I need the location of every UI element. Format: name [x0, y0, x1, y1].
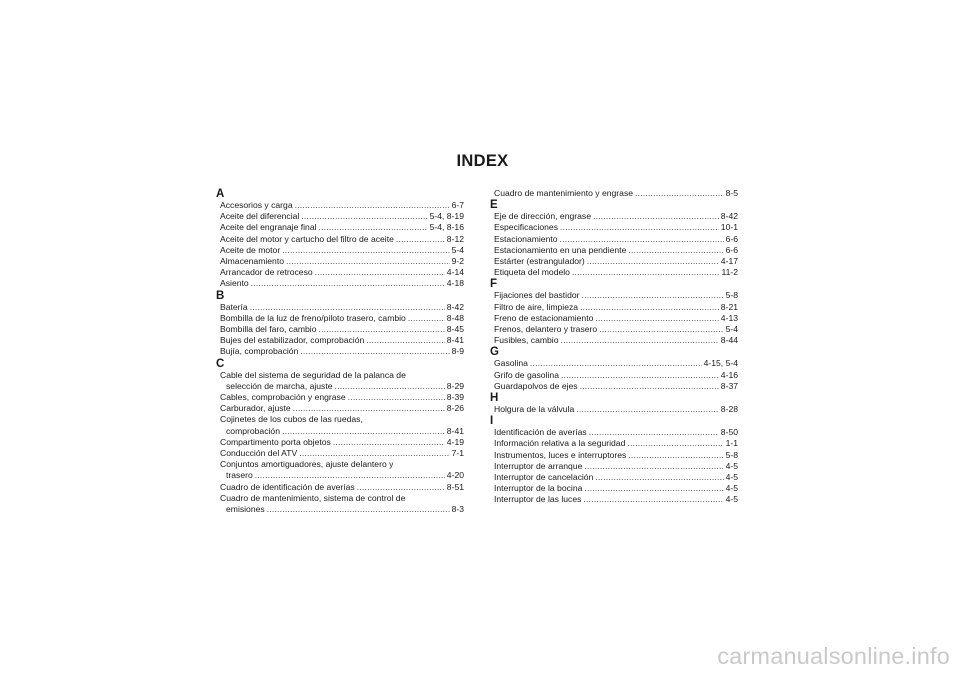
dot-leader — [599, 324, 723, 335]
index-entry — [494, 358, 738, 369]
index-entry-page: 4-5 — [725, 483, 738, 494]
watermark-text: carmanualsonline.info — [717, 643, 950, 669]
index-entry-page: 8-5 — [725, 188, 738, 198]
index-entry — [494, 245, 738, 256]
index-entry-text: Identificación de averías — [494, 427, 587, 438]
dot-leader — [595, 313, 718, 324]
index-letter-a: A — [216, 188, 225, 200]
index-entry-text: Conducción del ATV — [220, 448, 298, 459]
index-entry-text: comprobación — [226, 425, 280, 436]
index-entry — [494, 427, 738, 438]
dot-leader — [576, 404, 719, 415]
dot-leader — [250, 302, 445, 313]
index-column-right — [490, 188, 738, 506]
index-entry — [220, 211, 464, 222]
index-entry-text: Almacenamiento — [220, 256, 285, 267]
index-entry-text: Estacionamiento — [494, 233, 558, 244]
index-entry-page: 5-4, 8-19 — [429, 211, 464, 222]
index-entry-page: 1-1 — [725, 438, 738, 449]
index-entry — [494, 290, 738, 301]
index-entry — [494, 335, 738, 346]
dot-leader — [366, 335, 445, 346]
dot-leader — [561, 370, 719, 381]
index-entry — [220, 256, 464, 267]
index-entry-text: Compartimento porta objetos — [220, 436, 331, 447]
index-entry-page: 8-9 — [451, 346, 464, 357]
index-entry-text: selección de marcha, ajuste — [226, 380, 333, 391]
index-entry-text: Interruptor de cancelación — [494, 472, 594, 483]
index-entry-page: 4-5 — [725, 472, 738, 483]
dot-leader — [301, 211, 427, 222]
index-entry — [220, 234, 464, 245]
dot-leader — [286, 256, 450, 267]
index-entry-line: Conjuntos amortiguadores, ajuste delantero y — [220, 459, 394, 470]
dot-leader — [584, 461, 723, 472]
index-entry-text: Bujes del estabilizador, comprobación — [220, 335, 365, 346]
index-entry-text: Cables, comprobación y engrase — [220, 392, 346, 403]
index-entry-text: Eje de dirección, engrase — [494, 211, 591, 222]
index-entry-line: Cojinetes de los cubos de las ruedas, — [220, 414, 363, 425]
index-entry — [220, 245, 464, 256]
index-entry-text: Bujía, comprobación — [220, 346, 299, 357]
index-entry — [220, 267, 464, 278]
index-entry-line: Cuadro de mantenimiento, sistema de control de — [220, 492, 406, 503]
index-entry-page: 4-5 — [725, 494, 738, 505]
index-entry — [494, 370, 738, 381]
index-entry-text: Cuadro de identificación de averías — [220, 481, 355, 492]
index-entry — [494, 188, 738, 199]
index-entry-page: 8-21 — [720, 301, 738, 312]
index-entry-text: Fijaciones del bastidor — [494, 290, 580, 301]
index-entry-page: 4-20 — [446, 470, 464, 481]
index-entry-text: Arrancador de retroceso — [220, 267, 313, 278]
index-entry-text: Información relativa a la seguridad — [494, 438, 626, 449]
dot-leader — [251, 278, 445, 289]
index-entry-page: 8-12 — [446, 233, 464, 244]
dot-leader — [560, 222, 719, 233]
index-entry-page: 4-18 — [446, 278, 464, 289]
index-entry — [494, 256, 738, 267]
index-entry — [220, 313, 464, 324]
index-entry — [220, 392, 464, 403]
dot-leader — [583, 494, 723, 505]
index-letter-b: B — [216, 289, 225, 302]
dot-leader — [335, 381, 445, 392]
index-entry-page: 4-14 — [446, 267, 464, 278]
index-letter-g: G — [490, 346, 499, 359]
dot-leader — [628, 245, 723, 256]
index-entry-page: 5-4 — [451, 244, 464, 255]
index-entry — [494, 438, 738, 449]
index-entry-page: 5-8 — [725, 290, 738, 301]
index-entry-text: Grifo de gasolina — [494, 369, 559, 380]
index-entry — [220, 448, 464, 459]
index-entry-page: 8-3 — [451, 504, 464, 515]
index-entry-page: 5-4, 8-16 — [429, 222, 464, 233]
index-entry — [220, 346, 464, 357]
index-entry-page: 8-48 — [446, 312, 464, 323]
dot-leader — [560, 335, 718, 346]
index-entry — [220, 403, 464, 414]
index-letter-f: F — [490, 278, 498, 291]
dot-leader — [582, 290, 724, 301]
index-entry-text: Cuadro de mantenimiento y engrase — [494, 188, 634, 198]
index-entry — [220, 437, 464, 448]
dot-leader — [295, 200, 450, 211]
dot-leader — [282, 245, 449, 256]
index-entry — [494, 461, 738, 472]
index-entry-text: Aceite del diferencial — [220, 211, 300, 222]
index-entry — [220, 335, 464, 346]
index-entry — [220, 200, 464, 211]
dot-leader — [357, 482, 445, 493]
index-entry — [220, 278, 464, 289]
dot-leader — [300, 346, 449, 357]
index-entry-text: Etiqueta del modelo — [494, 267, 570, 278]
index-entry-text: Batería — [220, 301, 248, 312]
index-entry-page: 8-51 — [446, 481, 464, 492]
index-letter-i: I — [490, 415, 494, 428]
index-entry-page: 10-1 — [720, 222, 738, 233]
index-entry-page: 8-41 — [446, 335, 464, 346]
index-entry-line: Cable del sistema de seguridad de la palanca de — [220, 369, 406, 380]
dot-leader — [580, 302, 719, 313]
dot-leader — [530, 358, 702, 369]
index-entry-page: 8-37 — [720, 380, 738, 391]
index-entry — [220, 493, 464, 515]
dot-leader — [348, 392, 445, 403]
index-entry-page: 4-15, 5-4 — [703, 358, 738, 369]
dot-leader — [396, 234, 445, 245]
index-entry — [220, 459, 464, 481]
index-letter-e: E — [490, 199, 498, 212]
index-entry-page: 7-1 — [451, 448, 464, 459]
index-entry-page: 6-6 — [725, 244, 738, 255]
dot-leader — [635, 188, 724, 199]
index-entry — [220, 482, 464, 493]
dot-leader — [589, 427, 719, 438]
dot-leader — [587, 256, 719, 267]
index-entry-page: 8-41 — [446, 425, 464, 436]
index-entry-page: 6-6 — [725, 233, 738, 244]
index-entry-page: 4-5 — [725, 460, 738, 471]
index-entry-page: 8-42 — [446, 301, 464, 312]
index-entry-page: 4-19 — [446, 436, 464, 447]
index-entry-page: 8-26 — [446, 403, 464, 414]
index-entry — [220, 370, 464, 392]
index-entry — [494, 267, 738, 278]
index-entry — [494, 494, 738, 505]
index-entry-text: Aceite de motor — [220, 244, 281, 255]
index-entry-page: 5-8 — [725, 449, 738, 460]
index-entry — [494, 483, 738, 494]
index-entry-text: Carburador, ajuste — [220, 403, 291, 414]
index-entry — [494, 313, 738, 324]
index-entry — [494, 381, 738, 392]
index-entry — [494, 211, 738, 222]
index-entry-page: 8-28 — [720, 404, 738, 415]
index-entry — [220, 324, 464, 335]
index-entry-page: 8-39 — [446, 392, 464, 403]
dot-leader — [315, 267, 445, 278]
index-entry — [494, 324, 738, 335]
dot-leader — [333, 437, 445, 448]
dot-leader — [560, 234, 724, 245]
dot-leader — [593, 211, 719, 222]
index-entry-text: Interruptor de la bocina — [494, 483, 583, 494]
index-entry-text: Aceite del motor y cartucho del filtro de aceite — [220, 233, 394, 244]
index-entry-page: 4-13 — [720, 312, 738, 323]
dot-leader — [580, 381, 719, 392]
index-entry-text: Bombilla del faro, cambio — [220, 324, 317, 335]
dot-leader — [299, 448, 449, 459]
index-entry-text: Bombilla de la luz de freno/piloto trasero, cambio — [220, 312, 406, 323]
index-column-left — [216, 188, 464, 515]
index-entry-page: 4-16 — [720, 369, 738, 380]
index-entry-text: Freno de estacionamiento — [494, 312, 594, 323]
page-title: INDEX — [456, 152, 509, 170]
index-entry-text: Accesorios y carga — [220, 200, 293, 210]
dot-leader — [572, 267, 719, 278]
dot-leader — [584, 483, 723, 494]
index-entry-text: Holgura de la válvula — [494, 404, 575, 415]
index-entry-text: Especificaciones — [494, 222, 559, 233]
index-entry — [494, 234, 738, 245]
index-entry — [220, 222, 464, 233]
index-entry-text: Gasolina — [494, 358, 528, 369]
dot-leader — [293, 403, 445, 414]
index-entry-page: 11-2 — [721, 267, 738, 278]
index-entry — [494, 222, 738, 233]
index-letter-c: C — [216, 357, 225, 370]
index-entry-text: Filtro de aire, limpieza — [494, 301, 579, 312]
index-entry-page: 6-7 — [451, 200, 464, 210]
index-entry — [220, 414, 464, 436]
index-entry — [494, 450, 738, 461]
dot-leader — [255, 470, 445, 481]
dot-leader — [595, 472, 723, 483]
index-entry — [494, 472, 738, 483]
index-entry-text: emisiones — [226, 504, 265, 515]
index-letter-h: H — [490, 392, 499, 405]
index-entry-text: Interruptor de arranque — [494, 460, 583, 471]
dot-leader — [628, 450, 723, 461]
index-entry-page: 8-44 — [720, 335, 738, 346]
dot-leader — [319, 222, 428, 233]
dot-leader — [267, 504, 450, 515]
index-entry-page: 5-4 — [725, 324, 738, 335]
dot-leader — [282, 426, 445, 437]
index-entry-page: 4-17 — [720, 256, 738, 267]
index-entry-page: 8-45 — [446, 324, 464, 335]
index-entry-text: Fusibles, cambio — [494, 335, 559, 346]
index-entry-text: Estárter (estrangulador) — [494, 256, 585, 267]
index-entry-text: trasero — [226, 470, 253, 481]
index-entry-text: Estacionamiento en una pendiente — [494, 244, 627, 255]
dot-leader — [627, 438, 723, 449]
dot-leader — [319, 324, 445, 335]
index-entry-page: 8-29 — [446, 380, 464, 391]
index-entry-page: 9-2 — [451, 256, 464, 267]
index-entry-text: Asiento — [220, 278, 249, 289]
index-entry-text: Guardapolvos de ejes — [494, 380, 578, 391]
index-entry-page: 8-42 — [720, 211, 738, 222]
index-entry — [494, 302, 738, 313]
index-entry — [220, 302, 464, 313]
index-entry-page: 8-50 — [720, 427, 738, 438]
index-entry-text: Frenos, delantero y trasero — [494, 324, 598, 335]
dot-leader — [408, 313, 445, 324]
index-entry-text: Interruptor de las luces — [494, 494, 582, 505]
index-entry-text: Aceite del engranaje final — [220, 222, 317, 233]
index-entry — [494, 404, 738, 415]
index-entry-text: Instrumentos, luces e interruptores — [494, 449, 627, 460]
